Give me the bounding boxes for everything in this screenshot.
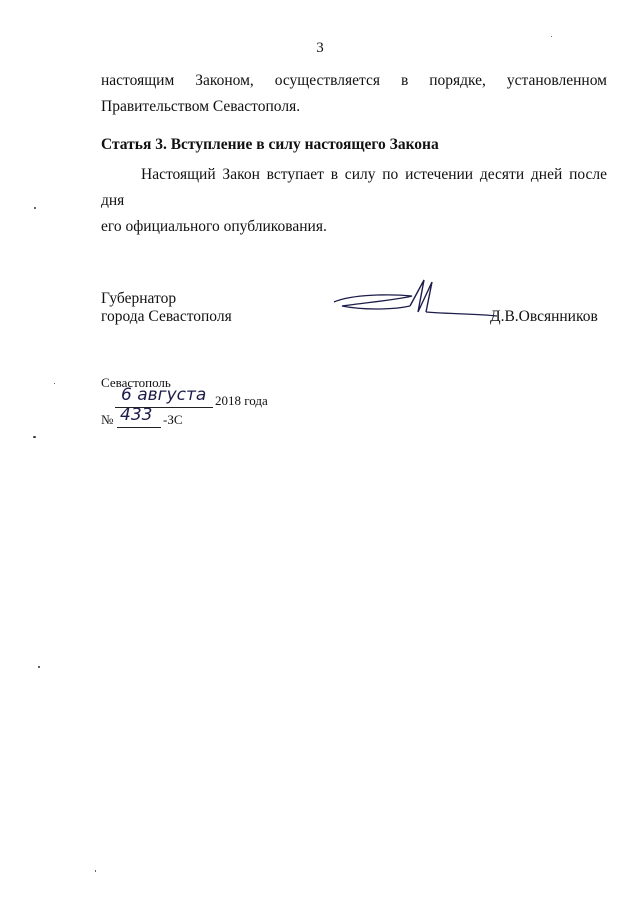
scan-speck <box>95 870 96 872</box>
signatory-title <box>101 290 232 326</box>
word: в <box>400 72 409 89</box>
handwritten-date: 6 августа <box>121 385 207 405</box>
page-number: 3 <box>316 40 324 56</box>
handwritten-signature <box>332 272 502 332</box>
scan-speck <box>54 383 55 384</box>
place-of-signing: Севастополь <box>101 375 171 390</box>
word: осуществляется <box>274 72 380 89</box>
date-year: 2018 года <box>215 393 268 408</box>
signatory-title-line-2: города Севастополя <box>101 308 232 325</box>
scan-speck <box>551 36 552 37</box>
scan-speck <box>38 666 40 668</box>
scan-speck <box>34 207 36 209</box>
article-body-line-2: его официального опубликования. <box>101 218 327 235</box>
article-body-line-1: Настоящий Закон вступает в силу по истечении десяти дней после дня <box>101 166 607 209</box>
number-suffix: -ЗС <box>163 412 183 427</box>
article-heading: Статья 3. Вступление в силу настоящего Закона <box>101 136 439 153</box>
word: установленном <box>506 72 607 89</box>
word: Законом, <box>195 72 254 89</box>
scan-speck <box>33 436 36 438</box>
article-body <box>101 162 607 240</box>
paragraph-line-1 <box>101 68 607 94</box>
word: настоящим <box>101 72 175 89</box>
signatory-title-line-1: Губернатор <box>101 290 177 307</box>
word: порядке, <box>429 72 486 89</box>
number-sign: № <box>101 412 114 427</box>
signatory-name: Д.В.Овсянников <box>490 308 598 325</box>
paragraph-continuation <box>101 68 607 120</box>
paragraph-line-2: Правительством Севастополя. <box>101 98 301 115</box>
law-number-line <box>101 405 301 431</box>
handwritten-number: 433 <box>120 405 153 425</box>
